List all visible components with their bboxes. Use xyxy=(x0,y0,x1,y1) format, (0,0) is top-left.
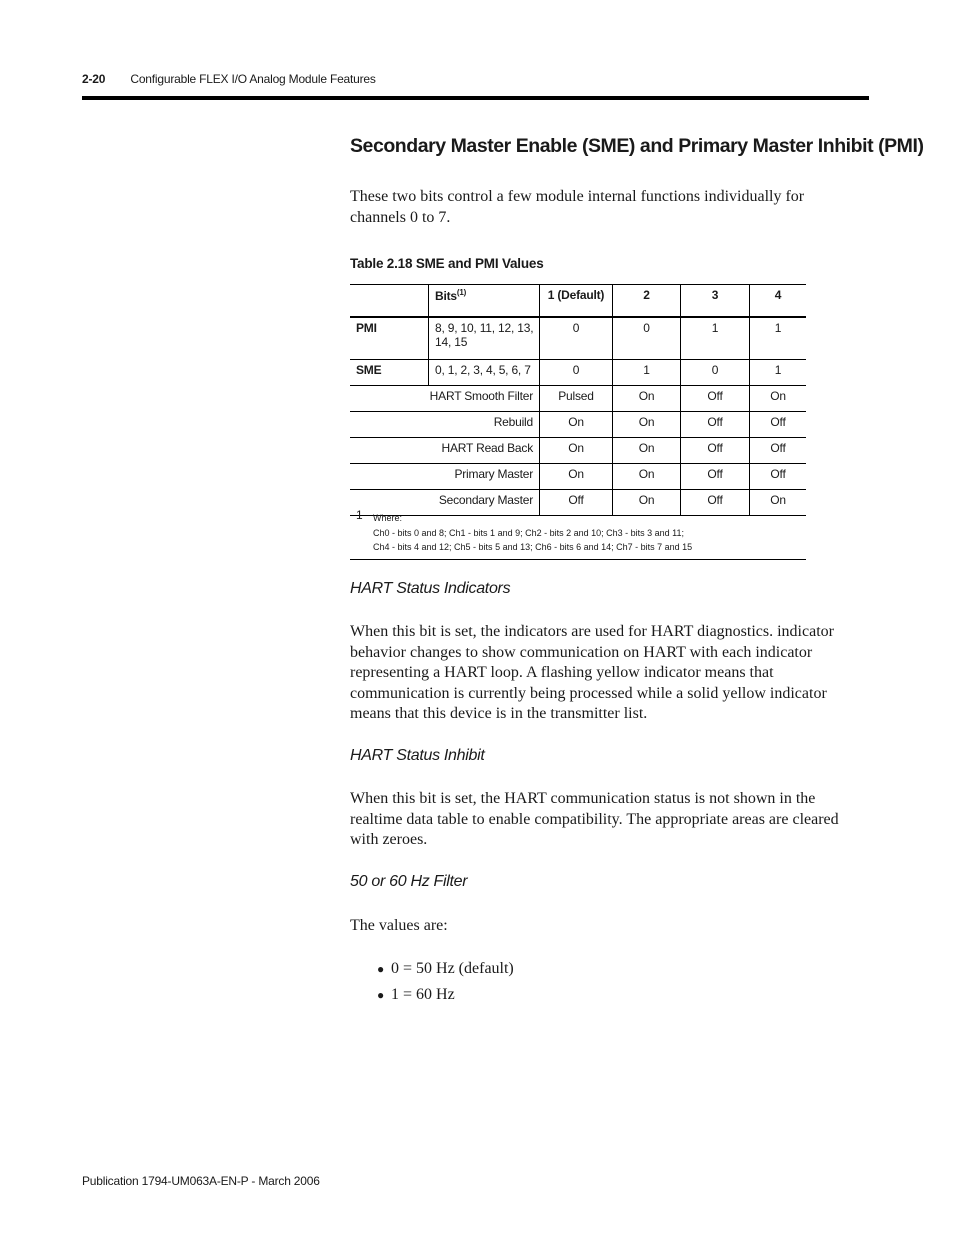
function-value: Off xyxy=(540,490,613,516)
footnote-ref: (1) xyxy=(456,288,467,297)
function-name: Secondary Master xyxy=(350,490,540,516)
bullet-icon: ● xyxy=(377,962,385,976)
function-name: Rebuild xyxy=(350,412,540,438)
function-value: On xyxy=(613,438,681,464)
function-name: HART Smooth Filter xyxy=(350,386,540,412)
list-item-text: 0 = 50 Hz (default) xyxy=(391,960,514,977)
pmi-row xyxy=(350,317,806,360)
table-footnote xyxy=(350,506,806,560)
sme-value: 0 xyxy=(540,360,613,386)
publication-footer: Publication 1794-UM063A-EN-P - March 2006 xyxy=(82,1174,320,1188)
header-col-4: 4 xyxy=(750,285,807,318)
function-value: On xyxy=(750,490,807,516)
table-header-row xyxy=(350,285,806,318)
function-value: On xyxy=(613,386,681,412)
list-item-text: 1 = 60 Hz xyxy=(391,986,455,1003)
header-bits xyxy=(429,285,540,318)
function-value: Off xyxy=(750,412,807,438)
function-name: Primary Master xyxy=(350,464,540,490)
sme-row xyxy=(350,360,806,386)
bullet-icon: ● xyxy=(377,988,385,1002)
sme-value: 0 xyxy=(681,360,750,386)
header-empty-cell xyxy=(350,285,429,318)
sme-pmi-table xyxy=(350,284,806,516)
footnote-line: Ch0 - bits 0 and 8; Ch1 - bits 1 and 9; Ch2 - bits 2 and 10; Ch3 - bits 3 and 11; xyxy=(373,527,685,538)
pmi-label: PMI xyxy=(350,317,429,360)
function-value: Off xyxy=(681,438,750,464)
function-row xyxy=(350,412,806,438)
function-value: Off xyxy=(750,464,807,490)
function-value: Pulsed xyxy=(540,386,613,412)
footnote-line: Ch4 - bits 4 and 12; Ch5 - bits 5 and 13; Ch6 - bits 6 and 14; Ch7 - bits 7 and 15 xyxy=(373,542,693,552)
function-value: On xyxy=(750,386,807,412)
filter-values-list xyxy=(377,956,514,1008)
sme-bits: 0, 1, 2, 3, 4, 5, 6, 7 xyxy=(429,360,540,386)
function-value: Off xyxy=(681,412,750,438)
function-value: Off xyxy=(681,490,750,516)
function-value: On xyxy=(540,412,613,438)
header-col-3: 3 xyxy=(681,285,750,318)
hart-status-indicators-paragraph: When this bit is set, the indicators are used for HART diagnostics. indicator behavior changes to show communication on HART with each indicator representing a HART loop. A flashing yellow indicator means that communication is currently being processed while a solid yellow indicator means that this device is in the transmitter list. xyxy=(350,623,834,722)
hart-status-inhibit-paragraph: When this bit is set, the HART communication status is not shown in the realtime data table to enable compatibility. The appropriate areas are cleared with zeroes. xyxy=(350,790,839,848)
function-row xyxy=(350,438,806,464)
pmi-bits: 8, 9, 10, 11, 12, 13, 14, 15 xyxy=(429,317,540,360)
hart-status-inhibit-heading: HART Status Inhibit xyxy=(350,747,485,764)
function-value: On xyxy=(613,490,681,516)
pmi-value: 0 xyxy=(540,317,613,360)
function-value: On xyxy=(540,464,613,490)
footnote-text xyxy=(373,506,806,555)
pmi-value: 1 xyxy=(681,317,750,360)
intro-paragraph: These two bits control a few module internal functions individually for channels 0 to 7. xyxy=(350,188,805,226)
filter-heading: 50 or 60 Hz Filter xyxy=(350,873,468,890)
list-item xyxy=(377,982,514,1008)
pmi-value: 0 xyxy=(613,317,681,360)
table-caption: Table 2.18 SME and PMI Values xyxy=(350,256,544,271)
sme-value: 1 xyxy=(750,360,807,386)
function-row xyxy=(350,464,806,490)
pmi-value: 1 xyxy=(750,317,807,360)
list-item xyxy=(377,956,514,982)
section-title: Secondary Master Enable (SME) and Primary Master Inhibit (PMI) xyxy=(350,135,924,157)
hart-status-indicators-heading: HART Status Indicators xyxy=(350,580,511,597)
sme-value: 1 xyxy=(613,360,681,386)
filter-intro: The values are: xyxy=(350,917,448,934)
function-name: HART Read Back xyxy=(350,438,540,464)
function-value: On xyxy=(613,464,681,490)
function-row xyxy=(350,386,806,412)
bits-label: Bits xyxy=(435,289,457,303)
footnote-number: 1 xyxy=(356,508,363,522)
function-value: Off xyxy=(681,464,750,490)
function-value: On xyxy=(540,438,613,464)
page-number: 2-20 xyxy=(82,72,106,86)
header-col-1: 1 (Default) xyxy=(540,285,613,318)
sme-label: SME xyxy=(350,360,429,386)
header-col-2: 2 xyxy=(613,285,681,318)
function-value: Off xyxy=(750,438,807,464)
chapter-title: Configurable FLEX I/O Analog Module Features xyxy=(130,72,376,86)
function-value: On xyxy=(613,412,681,438)
function-value: Off xyxy=(681,386,750,412)
running-header xyxy=(82,72,376,86)
header-rule xyxy=(82,96,869,100)
footnote-where: Where: xyxy=(373,513,403,523)
